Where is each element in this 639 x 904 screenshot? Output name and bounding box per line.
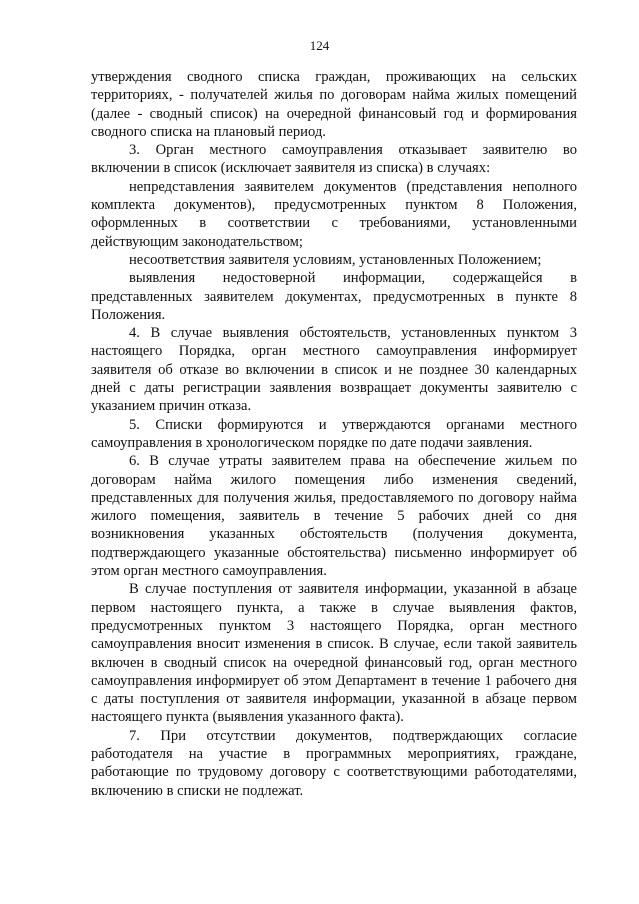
paragraph-continuation: утверждения сводного списка граждан, проживающих на сельских территориях, - получателей жилья по договорам найма жилых помещений (далее - сводный список) на очередной финансовый год и формирования сводного списка на плановый период.: [91, 69, 577, 140]
page-number: 124: [309, 38, 330, 53]
document-body: [91, 68, 577, 800]
paragraph-case-false-info: выявления недостоверной информации, содержащейся в представленных заявителем документах, предусмотренных в пункте 8 Положения.: [91, 270, 577, 323]
paragraph-item-7: 7. При отсутствии документов, подтверждающих согласие работодателя на участие в программных мероприятиях, граждане, работающие по трудовому договору с соответствующими работодателями, включению в списки не подлежат.: [91, 727, 577, 799]
paragraph-item-6-continuation: В случае поступления от заявителя информации, указанной в абзаце первом настоящего пункта, а также в случае выявления фактов, предусмотренных пунктом 3 настоящего Порядка, орган местного самоуправления вносит изменения в список. В случае, если такой заявитель включен в сводный список на очередной финансовый год, орган местного самоуправления информирует об этом Департамент в течение 1 рабочего дня с даты поступления от заявителя информации, указанной в абзаце первом настоящего пункта (выявления указанного факта).: [91, 581, 577, 726]
paragraph-case-nonconformity: несоответствия заявителя условиям, установленных Положением;: [129, 251, 542, 268]
paragraph-item-3: 3. Орган местного самоуправления отказывает заявителю во включении в список (исключает заявителя из списка) в случаях:: [91, 142, 577, 177]
paragraph-item-4: 4. В случае выявления обстоятельств, установленных пунктом 3 настоящего Порядка, орган местного самоуправления информирует заявителя об отказе во включении в список и не позднее 30 календарных дней с даты регистрации заявления возвращает документы заявителю с указанием причин отказа.: [91, 325, 577, 415]
paragraph-case-nonsubmission: непредставления заявителем документов (представления неполного комплекта документов), предусмотренных пунктом 8 Положения, оформленных в соответствии с требованиями, установленными действующим законодательством;: [91, 178, 577, 250]
paragraph-item-5: 5. Списки формируются и утверждаются органами местного самоуправления в хронологическом порядке по дате подачи заявления.: [91, 416, 577, 451]
paragraph-item-6: 6. В случае утраты заявителем права на обеспечение жильем по договорам найма жилого помещения либо изменения сведений, представленных для получения жилья, предоставляемого по договору найма жилого помещения, заявитель в течение 5 рабочих дней со дня возникновения указанных обстоятельств (получения документа, подтверждающего указанные обстоятельства) письменно информирует об этом орган местного самоуправления.: [91, 453, 577, 580]
